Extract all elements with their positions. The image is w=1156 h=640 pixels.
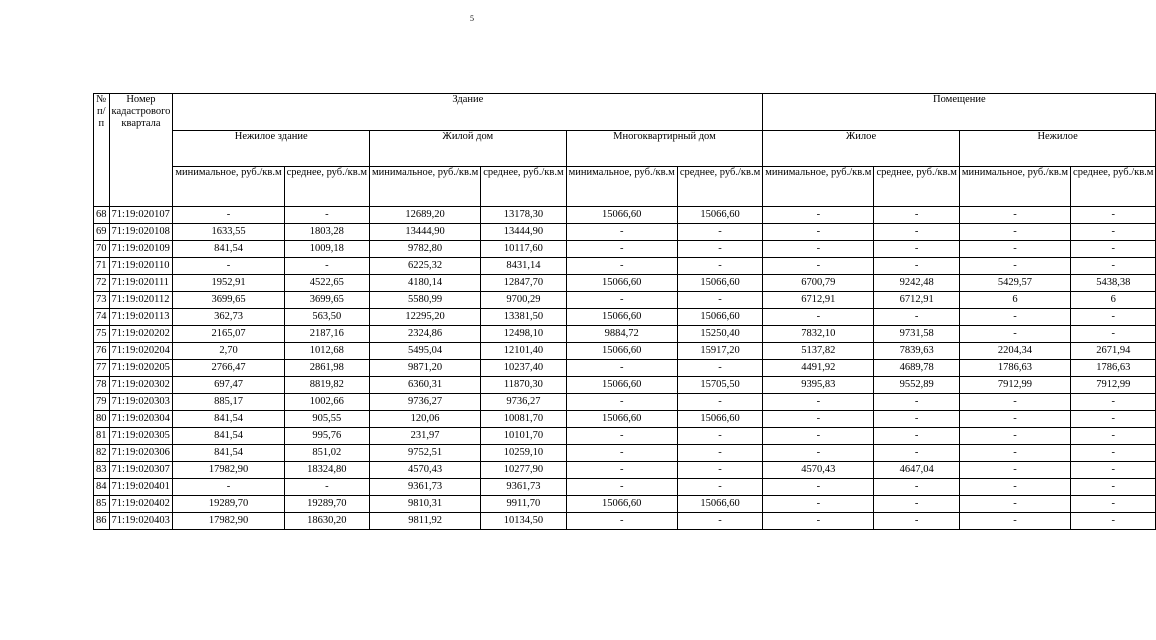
cadastral-quarter-cell: 71:19:020109 [109, 241, 173, 258]
apartment-avg-cell: 15066,60 [677, 411, 762, 428]
table-header [94, 94, 1156, 207]
apartment-avg-cell: - [677, 241, 762, 258]
apartment-min-cell: - [566, 428, 677, 445]
res-house-min-cell: 4570,43 [370, 462, 481, 479]
res-premises-min-cell: 9395,83 [763, 377, 874, 394]
cadastral-quarter-cell: 71:19:020113 [109, 309, 173, 326]
res-house-min-cell: 2324,86 [370, 326, 481, 343]
cadastral-quarter-cell: 71:19:020108 [109, 224, 173, 241]
header-avg: среднее, руб./кв.м [1071, 167, 1156, 207]
res-house-avg-cell: 10134,50 [481, 513, 566, 530]
nonres-building-avg-cell: 3699,65 [284, 292, 369, 309]
row-number-cell: 86 [94, 513, 110, 530]
table-row [94, 377, 1156, 394]
nonres-building-avg-cell: 1803,28 [284, 224, 369, 241]
res-premises-min-cell: - [763, 309, 874, 326]
apartment-min-cell: - [566, 258, 677, 275]
apartment-min-cell: 15066,60 [566, 275, 677, 292]
nonres-premises-avg-cell: 5438,38 [1071, 275, 1156, 292]
apartment-avg-cell: - [677, 462, 762, 479]
nonres-premises-min-cell: 2204,34 [959, 343, 1070, 360]
nonres-premises-min-cell: - [959, 309, 1070, 326]
res-premises-avg-cell: 9242,48 [874, 275, 959, 292]
res-house-avg-cell: 8431,14 [481, 258, 566, 275]
res-house-avg-cell: 10081,70 [481, 411, 566, 428]
apartment-avg-cell: 15705,50 [677, 377, 762, 394]
header-avg: среднее, руб./кв.м [874, 167, 959, 207]
res-house-min-cell: 13444,90 [370, 224, 481, 241]
res-premises-min-cell: 6712,91 [763, 292, 874, 309]
apartment-min-cell: 15066,60 [566, 496, 677, 513]
header-min: минимальное, руб./кв.м [173, 167, 284, 207]
row-number-cell: 69 [94, 224, 110, 241]
table-row [94, 445, 1156, 462]
row-number-cell: 71 [94, 258, 110, 275]
cadastral-quarter-cell: 71:19:020403 [109, 513, 173, 530]
nonres-building-avg-cell: - [284, 207, 369, 224]
table-row [94, 360, 1156, 377]
res-premises-min-cell: 6700,79 [763, 275, 874, 292]
table-row [94, 258, 1156, 275]
nonres-building-min-cell: 3699,65 [173, 292, 284, 309]
apartment-avg-cell: 15066,60 [677, 275, 762, 292]
nonres-premises-min-cell: - [959, 207, 1070, 224]
row-number-cell: 76 [94, 343, 110, 360]
table-body [94, 207, 1156, 530]
apartment-min-cell: - [566, 513, 677, 530]
nonres-premises-avg-cell: - [1071, 445, 1156, 462]
nonres-building-avg-cell: - [284, 258, 369, 275]
apartment-min-cell: 15066,60 [566, 207, 677, 224]
row-number-cell: 75 [94, 326, 110, 343]
page-number: 5 [470, 14, 474, 23]
res-premises-avg-cell: - [874, 411, 959, 428]
res-house-avg-cell: 12101,40 [481, 343, 566, 360]
header-building: Здание [173, 94, 763, 131]
header-nonresidential-building: Нежилое здание [173, 131, 370, 167]
res-house-min-cell: 12689,20 [370, 207, 481, 224]
nonres-building-avg-cell: 4522,65 [284, 275, 369, 292]
apartment-avg-cell: 15066,60 [677, 207, 762, 224]
apartment-avg-cell: 15066,60 [677, 496, 762, 513]
res-house-min-cell: 4180,14 [370, 275, 481, 292]
res-house-min-cell: 6225,32 [370, 258, 481, 275]
nonres-building-avg-cell: - [284, 479, 369, 496]
apartment-min-cell: - [566, 479, 677, 496]
row-number-cell: 73 [94, 292, 110, 309]
nonres-building-min-cell: 19289,70 [173, 496, 284, 513]
nonres-building-min-cell: 17982,90 [173, 462, 284, 479]
row-number-cell: 68 [94, 207, 110, 224]
nonres-premises-avg-cell: 7912,99 [1071, 377, 1156, 394]
apartment-avg-cell: - [677, 513, 762, 530]
nonres-premises-min-cell: - [959, 496, 1070, 513]
row-number-cell: 85 [94, 496, 110, 513]
row-number-cell: 70 [94, 241, 110, 258]
cadastral-quarter-cell: 71:19:020306 [109, 445, 173, 462]
apartment-avg-cell: - [677, 428, 762, 445]
nonres-building-min-cell: 2165,07 [173, 326, 284, 343]
apartment-min-cell: 15066,60 [566, 411, 677, 428]
nonres-building-min-cell: 2766,47 [173, 360, 284, 377]
header-min: минимальное, руб./кв.м [763, 167, 874, 207]
res-house-avg-cell: 12498,10 [481, 326, 566, 343]
apartment-avg-cell: - [677, 445, 762, 462]
apartment-min-cell: 15066,60 [566, 309, 677, 326]
nonres-building-avg-cell: 851,02 [284, 445, 369, 462]
nonres-premises-avg-cell: - [1071, 462, 1156, 479]
nonres-premises-avg-cell: - [1071, 207, 1156, 224]
res-premises-min-cell: - [763, 445, 874, 462]
nonres-premises-avg-cell: - [1071, 394, 1156, 411]
nonres-premises-min-cell: - [959, 428, 1070, 445]
res-premises-avg-cell: - [874, 428, 959, 445]
res-premises-avg-cell: - [874, 479, 959, 496]
nonres-building-avg-cell: 995,76 [284, 428, 369, 445]
apartment-avg-cell: - [677, 479, 762, 496]
header-residential-premises: Жилое [763, 131, 960, 167]
res-premises-avg-cell: 4647,04 [874, 462, 959, 479]
nonres-building-min-cell: 17982,90 [173, 513, 284, 530]
nonres-premises-min-cell: - [959, 479, 1070, 496]
nonres-premises-min-cell: - [959, 326, 1070, 343]
header-nonresidential-premises: Нежилое [959, 131, 1156, 167]
nonres-premises-min-cell: - [959, 258, 1070, 275]
table-row [94, 241, 1156, 258]
res-house-min-cell: 9361,73 [370, 479, 481, 496]
nonres-premises-min-cell: - [959, 462, 1070, 479]
res-premises-min-cell: 5137,82 [763, 343, 874, 360]
header-avg: среднее, руб./кв.м [481, 167, 566, 207]
res-house-avg-cell: 11870,30 [481, 377, 566, 394]
header-avg: среднее, руб./кв.м [677, 167, 762, 207]
table-row [94, 309, 1156, 326]
nonres-building-avg-cell: 18630,20 [284, 513, 369, 530]
res-premises-min-cell: 4570,43 [763, 462, 874, 479]
header-avg: среднее, руб./кв.м [284, 167, 369, 207]
apartment-min-cell: - [566, 241, 677, 258]
row-number-cell: 84 [94, 479, 110, 496]
nonres-building-avg-cell: 8819,82 [284, 377, 369, 394]
res-house-min-cell: 9811,92 [370, 513, 481, 530]
res-premises-min-cell: - [763, 224, 874, 241]
nonres-premises-avg-cell: - [1071, 258, 1156, 275]
cadastral-quarter-cell: 71:19:020307 [109, 462, 173, 479]
res-premises-min-cell: - [763, 394, 874, 411]
res-house-avg-cell: 9700,29 [481, 292, 566, 309]
res-house-min-cell: 9736,27 [370, 394, 481, 411]
nonres-building-min-cell: 841,54 [173, 428, 284, 445]
res-premises-avg-cell: 9552,89 [874, 377, 959, 394]
res-house-avg-cell: 9911,70 [481, 496, 566, 513]
nonres-building-min-cell: 2,70 [173, 343, 284, 360]
nonres-building-avg-cell: 19289,70 [284, 496, 369, 513]
nonres-premises-min-cell: - [959, 241, 1070, 258]
nonres-building-avg-cell: 18324,80 [284, 462, 369, 479]
res-premises-avg-cell: - [874, 394, 959, 411]
cadastral-quarter-cell: 71:19:020305 [109, 428, 173, 445]
nonres-premises-min-cell: - [959, 411, 1070, 428]
res-premises-avg-cell: 6712,91 [874, 292, 959, 309]
res-house-min-cell: 6360,31 [370, 377, 481, 394]
table-row [94, 292, 1156, 309]
nonres-building-avg-cell: 563,50 [284, 309, 369, 326]
table-row [94, 224, 1156, 241]
apartment-avg-cell: - [677, 360, 762, 377]
res-house-min-cell: 9782,80 [370, 241, 481, 258]
cadastral-quarter-cell: 71:19:020107 [109, 207, 173, 224]
apartment-min-cell: 9884,72 [566, 326, 677, 343]
nonres-premises-avg-cell: - [1071, 326, 1156, 343]
nonres-premises-min-cell: 5429,57 [959, 275, 1070, 292]
row-number-cell: 83 [94, 462, 110, 479]
row-number-cell: 72 [94, 275, 110, 292]
nonres-premises-avg-cell: 1786,63 [1071, 360, 1156, 377]
header-num: № п/п [94, 94, 110, 207]
nonres-building-min-cell: - [173, 207, 284, 224]
table-row [94, 275, 1156, 292]
res-premises-avg-cell: - [874, 445, 959, 462]
header-min: минимальное, руб./кв.м [370, 167, 481, 207]
table-row [94, 326, 1156, 343]
res-premises-min-cell: - [763, 411, 874, 428]
res-premises-avg-cell: - [874, 513, 959, 530]
res-house-avg-cell: 10101,70 [481, 428, 566, 445]
res-house-min-cell: 120,06 [370, 411, 481, 428]
header-premises: Помещение [763, 94, 1156, 131]
res-premises-min-cell: 4491,92 [763, 360, 874, 377]
nonres-building-avg-cell: 1002,66 [284, 394, 369, 411]
res-premises-min-cell: - [763, 496, 874, 513]
res-premises-avg-cell: - [874, 309, 959, 326]
row-number-cell: 79 [94, 394, 110, 411]
row-number-cell: 81 [94, 428, 110, 445]
nonres-premises-min-cell: - [959, 445, 1070, 462]
nonres-building-min-cell: 362,73 [173, 309, 284, 326]
table-row [94, 411, 1156, 428]
table-row [94, 207, 1156, 224]
header-min: минимальное, руб./кв.м [959, 167, 1070, 207]
apartment-min-cell: 15066,60 [566, 377, 677, 394]
cadastral-quarter-cell: 71:19:020304 [109, 411, 173, 428]
nonres-premises-min-cell: - [959, 513, 1070, 530]
apartment-min-cell: - [566, 445, 677, 462]
apartment-avg-cell: 15250,40 [677, 326, 762, 343]
cadastral-quarter-cell: 71:19:020204 [109, 343, 173, 360]
cadastral-quarter-cell: 71:19:020302 [109, 377, 173, 394]
res-premises-min-cell: - [763, 241, 874, 258]
apartment-avg-cell: - [677, 258, 762, 275]
cadastral-quarter-cell: 71:19:020402 [109, 496, 173, 513]
table-row [94, 394, 1156, 411]
row-number-cell: 80 [94, 411, 110, 428]
table-row [94, 343, 1156, 360]
cadastral-quarter-cell: 71:19:020202 [109, 326, 173, 343]
nonres-premises-avg-cell: - [1071, 224, 1156, 241]
res-premises-min-cell: - [763, 258, 874, 275]
res-house-avg-cell: 13381,50 [481, 309, 566, 326]
nonres-building-avg-cell: 2187,16 [284, 326, 369, 343]
cadastral-quarter-cell: 71:19:020303 [109, 394, 173, 411]
res-house-avg-cell: 10277,90 [481, 462, 566, 479]
row-number-cell: 77 [94, 360, 110, 377]
res-premises-min-cell: - [763, 513, 874, 530]
res-premises-avg-cell: - [874, 241, 959, 258]
apartment-min-cell: - [566, 462, 677, 479]
nonres-premises-min-cell: 1786,63 [959, 360, 1070, 377]
table-row [94, 513, 1156, 530]
res-house-min-cell: 9810,31 [370, 496, 481, 513]
row-number-cell: 74 [94, 309, 110, 326]
nonres-premises-min-cell: - [959, 224, 1070, 241]
res-house-avg-cell: 10237,40 [481, 360, 566, 377]
header-cadastral-quarter: Номер кадастрового квартала [109, 94, 173, 207]
nonres-premises-min-cell: 7912,99 [959, 377, 1070, 394]
res-house-avg-cell: 12847,70 [481, 275, 566, 292]
nonres-premises-avg-cell: - [1071, 411, 1156, 428]
table-row [94, 462, 1156, 479]
res-premises-avg-cell: - [874, 224, 959, 241]
nonres-building-min-cell: 841,54 [173, 445, 284, 462]
res-house-min-cell: 12295,20 [370, 309, 481, 326]
row-number-cell: 82 [94, 445, 110, 462]
nonres-premises-avg-cell: - [1071, 309, 1156, 326]
nonres-premises-min-cell: - [959, 394, 1070, 411]
nonres-building-min-cell: 697,47 [173, 377, 284, 394]
res-house-avg-cell: 13178,30 [481, 207, 566, 224]
nonres-premises-avg-cell: - [1071, 428, 1156, 445]
nonres-building-min-cell: 1633,55 [173, 224, 284, 241]
header-min: минимальное, руб./кв.м [566, 167, 677, 207]
res-premises-min-cell: - [763, 428, 874, 445]
apartment-min-cell: - [566, 224, 677, 241]
res-house-min-cell: 5580,99 [370, 292, 481, 309]
res-house-avg-cell: 10117,60 [481, 241, 566, 258]
nonres-premises-avg-cell: - [1071, 241, 1156, 258]
header-residential-house: Жилой дом [370, 131, 567, 167]
nonres-premises-avg-cell: - [1071, 513, 1156, 530]
table-row [94, 496, 1156, 513]
nonres-building-min-cell: 885,17 [173, 394, 284, 411]
nonres-building-min-cell: - [173, 479, 284, 496]
nonres-building-avg-cell: 1009,18 [284, 241, 369, 258]
header-apartment-building: Многоквартирный дом [566, 131, 763, 167]
nonres-building-avg-cell: 1012,68 [284, 343, 369, 360]
nonres-premises-avg-cell: - [1071, 479, 1156, 496]
apartment-min-cell: - [566, 360, 677, 377]
apartment-min-cell: 15066,60 [566, 343, 677, 360]
cadastral-quarter-cell: 71:19:020401 [109, 479, 173, 496]
res-premises-min-cell: 7832,10 [763, 326, 874, 343]
res-premises-avg-cell: - [874, 207, 959, 224]
apartment-avg-cell: - [677, 224, 762, 241]
table-row [94, 428, 1156, 445]
cadastral-quarter-cell: 71:19:020110 [109, 258, 173, 275]
apartment-avg-cell: - [677, 394, 762, 411]
nonres-building-min-cell: 841,54 [173, 241, 284, 258]
res-house-avg-cell: 10259,10 [481, 445, 566, 462]
res-house-min-cell: 9752,51 [370, 445, 481, 462]
apartment-avg-cell: 15917,20 [677, 343, 762, 360]
res-premises-avg-cell: 7839,63 [874, 343, 959, 360]
res-house-avg-cell: 9736,27 [481, 394, 566, 411]
res-house-avg-cell: 9361,73 [481, 479, 566, 496]
res-premises-avg-cell: 9731,58 [874, 326, 959, 343]
res-premises-avg-cell: - [874, 496, 959, 513]
nonres-building-min-cell: 841,54 [173, 411, 284, 428]
row-number-cell: 78 [94, 377, 110, 394]
nonres-building-avg-cell: 2861,98 [284, 360, 369, 377]
nonres-building-avg-cell: 905,55 [284, 411, 369, 428]
res-house-min-cell: 9871,20 [370, 360, 481, 377]
nonres-premises-min-cell: 6 [959, 292, 1070, 309]
apartment-min-cell: - [566, 292, 677, 309]
nonres-building-min-cell: - [173, 258, 284, 275]
apartment-min-cell: - [566, 394, 677, 411]
nonres-premises-avg-cell: - [1071, 496, 1156, 513]
res-premises-min-cell: - [763, 479, 874, 496]
apartment-avg-cell: 15066,60 [677, 309, 762, 326]
nonres-premises-avg-cell: 2671,94 [1071, 343, 1156, 360]
apartment-avg-cell: - [677, 292, 762, 309]
res-premises-avg-cell: 4689,78 [874, 360, 959, 377]
cadastral-quarter-cell: 71:19:020205 [109, 360, 173, 377]
res-premises-avg-cell: - [874, 258, 959, 275]
res-house-min-cell: 231,97 [370, 428, 481, 445]
cadastral-rates-table [93, 93, 1156, 530]
cadastral-quarter-cell: 71:19:020112 [109, 292, 173, 309]
nonres-premises-avg-cell: 6 [1071, 292, 1156, 309]
cadastral-quarter-cell: 71:19:020111 [109, 275, 173, 292]
res-premises-min-cell: - [763, 207, 874, 224]
nonres-building-min-cell: 1952,91 [173, 275, 284, 292]
res-house-min-cell: 5495,04 [370, 343, 481, 360]
res-house-avg-cell: 13444,90 [481, 224, 566, 241]
table-row [94, 479, 1156, 496]
